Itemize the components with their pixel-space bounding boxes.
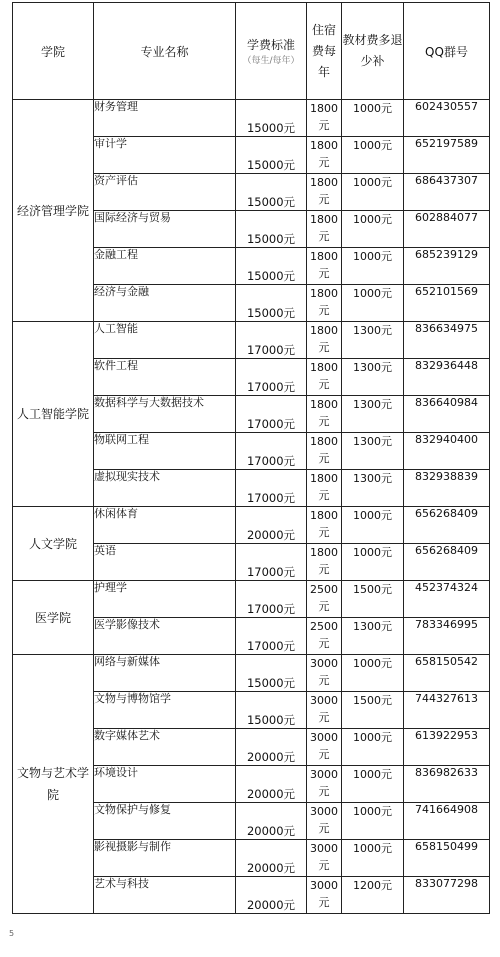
major-cell: 软件工程 bbox=[94, 359, 236, 396]
major-cell: 数据科学与大数据技术 bbox=[94, 396, 236, 433]
qq-cell: 652101569 bbox=[404, 285, 490, 322]
books-cell: 1300元 bbox=[342, 618, 404, 655]
lodging-cell: 3000元 bbox=[307, 692, 342, 729]
qq-cell: 658150542 bbox=[404, 655, 490, 692]
books-cell: 1300元 bbox=[342, 396, 404, 433]
tuition-cell: 15000元 bbox=[236, 174, 307, 211]
books-cell: 1300元 bbox=[342, 359, 404, 396]
major-cell: 金融工程 bbox=[94, 248, 236, 285]
table-row bbox=[13, 322, 490, 359]
qq-cell: 685239129 bbox=[404, 248, 490, 285]
books-cell: 1000元 bbox=[342, 766, 404, 803]
table-row bbox=[13, 100, 490, 137]
qq-cell: 613922953 bbox=[404, 729, 490, 766]
tuition-cell: 20000元 bbox=[236, 877, 307, 914]
qq-cell: 658150499 bbox=[404, 840, 490, 877]
header-tuition bbox=[236, 3, 307, 100]
lodging-cell: 3000元 bbox=[307, 877, 342, 914]
books-cell: 1000元 bbox=[342, 248, 404, 285]
tuition-cell: 20000元 bbox=[236, 803, 307, 840]
lodging-cell: 1800元 bbox=[307, 544, 342, 581]
lodging-cell: 3000元 bbox=[307, 803, 342, 840]
tuition-cell: 15000元 bbox=[236, 211, 307, 248]
tuition-cell: 20000元 bbox=[236, 729, 307, 766]
books-cell: 1000元 bbox=[342, 507, 404, 544]
books-cell: 1000元 bbox=[342, 544, 404, 581]
major-cell: 经济与金融 bbox=[94, 285, 236, 322]
qq-cell: 686437307 bbox=[404, 174, 490, 211]
tuition-cell: 15000元 bbox=[236, 100, 307, 137]
tuition-cell: 17000元 bbox=[236, 470, 307, 507]
lodging-cell: 1800元 bbox=[307, 433, 342, 470]
major-cell: 网络与新媒体 bbox=[94, 655, 236, 692]
qq-cell: 832936448 bbox=[404, 359, 490, 396]
college-cell: 人文学院 bbox=[13, 507, 94, 581]
major-cell: 文物与博物馆学 bbox=[94, 692, 236, 729]
table-body bbox=[13, 100, 490, 914]
lodging-cell: 1800元 bbox=[307, 174, 342, 211]
qq-cell: 602884077 bbox=[404, 211, 490, 248]
page-edge-mark: 5 bbox=[9, 929, 15, 938]
college-cell: 文物与艺术学院 bbox=[13, 655, 94, 914]
books-cell: 1000元 bbox=[342, 137, 404, 174]
books-cell: 1300元 bbox=[342, 322, 404, 359]
fee-table bbox=[12, 2, 490, 914]
tuition-cell: 15000元 bbox=[236, 248, 307, 285]
lodging-cell: 1800元 bbox=[307, 285, 342, 322]
major-cell: 艺术与科技 bbox=[94, 877, 236, 914]
books-cell: 1000元 bbox=[342, 655, 404, 692]
books-cell: 1500元 bbox=[342, 692, 404, 729]
qq-cell: 452374324 bbox=[404, 581, 490, 618]
books-cell: 1300元 bbox=[342, 433, 404, 470]
lodging-cell: 2500元 bbox=[307, 581, 342, 618]
tuition-cell: 17000元 bbox=[236, 618, 307, 655]
tuition-cell: 17000元 bbox=[236, 396, 307, 433]
qq-cell: 602430557 bbox=[404, 100, 490, 137]
lodging-cell: 3000元 bbox=[307, 655, 342, 692]
qq-cell: 832938839 bbox=[404, 470, 490, 507]
major-cell: 环境设计 bbox=[94, 766, 236, 803]
qq-cell: 836982633 bbox=[404, 766, 490, 803]
books-cell: 1300元 bbox=[342, 470, 404, 507]
lodging-cell: 3000元 bbox=[307, 840, 342, 877]
tuition-cell: 17000元 bbox=[236, 433, 307, 470]
college-cell: 经济管理学院 bbox=[13, 100, 94, 322]
books-cell: 1000元 bbox=[342, 803, 404, 840]
qq-cell: 832940400 bbox=[404, 433, 490, 470]
tuition-cell: 15000元 bbox=[236, 655, 307, 692]
tuition-cell: 15000元 bbox=[236, 285, 307, 322]
tuition-cell: 20000元 bbox=[236, 766, 307, 803]
tuition-cell: 15000元 bbox=[236, 137, 307, 174]
books-cell: 1000元 bbox=[342, 729, 404, 766]
table-row bbox=[13, 655, 490, 692]
tuition-cell: 17000元 bbox=[236, 322, 307, 359]
lodging-cell: 1800元 bbox=[307, 359, 342, 396]
tuition-cell: 17000元 bbox=[236, 359, 307, 396]
qq-cell: 656268409 bbox=[404, 507, 490, 544]
books-cell: 1500元 bbox=[342, 581, 404, 618]
college-cell: 人工智能学院 bbox=[13, 322, 94, 507]
major-cell: 影视摄影与制作 bbox=[94, 840, 236, 877]
lodging-cell: 1800元 bbox=[307, 507, 342, 544]
qq-cell: 656268409 bbox=[404, 544, 490, 581]
major-cell: 虚拟现实技术 bbox=[94, 470, 236, 507]
college-cell: 医学院 bbox=[13, 581, 94, 655]
books-cell: 1000元 bbox=[342, 840, 404, 877]
major-cell: 审计学 bbox=[94, 137, 236, 174]
major-cell: 休闲体育 bbox=[94, 507, 236, 544]
books-cell: 1000元 bbox=[342, 285, 404, 322]
books-cell: 1200元 bbox=[342, 877, 404, 914]
qq-cell: 836640984 bbox=[404, 396, 490, 433]
lodging-cell: 1800元 bbox=[307, 470, 342, 507]
tuition-cell: 17000元 bbox=[236, 581, 307, 618]
table-row bbox=[13, 581, 490, 618]
header-major: 专业名称 bbox=[94, 3, 236, 100]
major-cell: 财务管理 bbox=[94, 100, 236, 137]
header-books: 教材费多退少补 bbox=[342, 3, 404, 100]
lodging-cell: 1800元 bbox=[307, 100, 342, 137]
qq-cell: 783346995 bbox=[404, 618, 490, 655]
tuition-cell: 17000元 bbox=[236, 544, 307, 581]
header-college: 学院 bbox=[13, 3, 94, 100]
major-cell: 医学影像技术 bbox=[94, 618, 236, 655]
lodging-cell: 1800元 bbox=[307, 322, 342, 359]
lodging-cell: 1800元 bbox=[307, 396, 342, 433]
books-cell: 1000元 bbox=[342, 174, 404, 211]
books-cell: 1000元 bbox=[342, 100, 404, 137]
lodging-cell: 1800元 bbox=[307, 248, 342, 285]
qq-cell: 833077298 bbox=[404, 877, 490, 914]
qq-cell: 652197589 bbox=[404, 137, 490, 174]
lodging-cell: 1800元 bbox=[307, 137, 342, 174]
header-tuition-label: 学费标准 bbox=[246, 37, 295, 52]
major-cell: 文物保护与修复 bbox=[94, 803, 236, 840]
tuition-cell: 20000元 bbox=[236, 507, 307, 544]
major-cell: 物联网工程 bbox=[94, 433, 236, 470]
major-cell: 国际经济与贸易 bbox=[94, 211, 236, 248]
header-lodging: 住宿费每年 bbox=[307, 3, 342, 100]
header-tuition-note: （每生/每年） bbox=[242, 55, 300, 66]
major-cell: 资产评估 bbox=[94, 174, 236, 211]
lodging-cell: 3000元 bbox=[307, 766, 342, 803]
header-qq: QQ群号 bbox=[404, 3, 490, 100]
major-cell: 人工智能 bbox=[94, 322, 236, 359]
lodging-cell: 2500元 bbox=[307, 618, 342, 655]
tuition-cell: 15000元 bbox=[236, 692, 307, 729]
major-cell: 数字媒体艺术 bbox=[94, 729, 236, 766]
major-cell: 英语 bbox=[94, 544, 236, 581]
books-cell: 1000元 bbox=[342, 211, 404, 248]
qq-cell: 741664908 bbox=[404, 803, 490, 840]
header-row bbox=[13, 3, 490, 100]
qq-cell: 836634975 bbox=[404, 322, 490, 359]
major-cell: 护理学 bbox=[94, 581, 236, 618]
qq-cell: 744327613 bbox=[404, 692, 490, 729]
table-row bbox=[13, 507, 490, 544]
lodging-cell: 1800元 bbox=[307, 211, 342, 248]
tuition-cell: 20000元 bbox=[236, 840, 307, 877]
lodging-cell: 3000元 bbox=[307, 729, 342, 766]
